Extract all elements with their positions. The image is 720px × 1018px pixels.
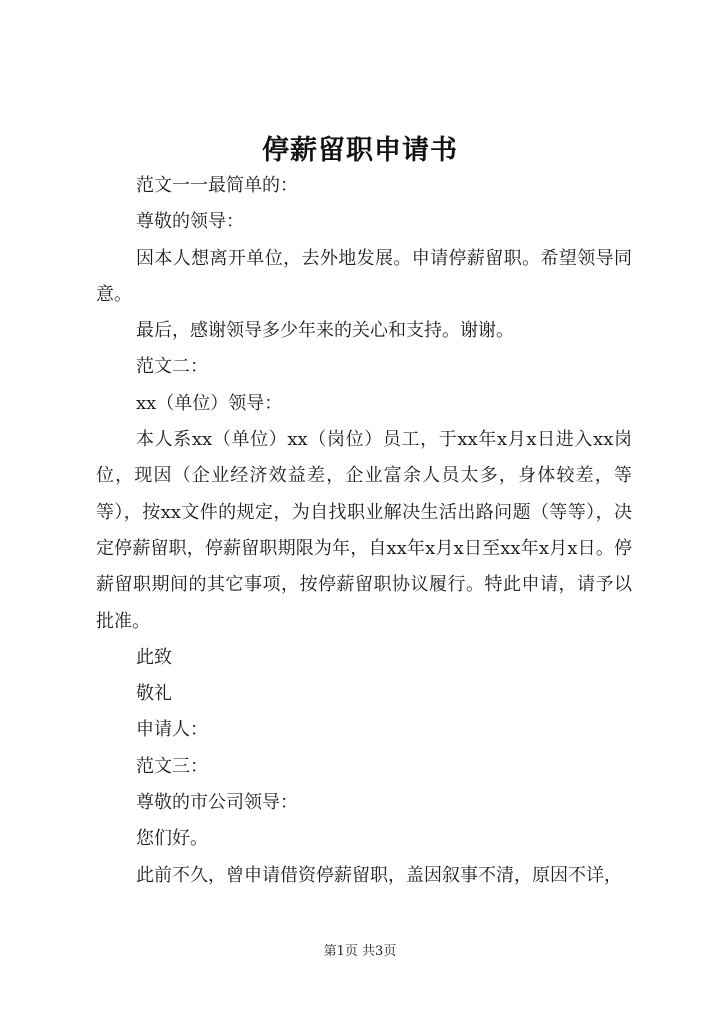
- paragraph-closing-ci-zhi: 此致: [136, 646, 172, 668]
- paragraph-salutation-three: 尊敬的市公司领导：: [136, 792, 298, 814]
- paragraph-sample-one-heading: 范文一一最简单的：: [136, 175, 298, 196]
- paragraph-salutation-two: xx（单位）领导：: [136, 392, 283, 414]
- document-title: 停薪留职申请书: [262, 135, 458, 166]
- paragraph-closing-jing-li: 敬礼: [136, 683, 172, 705]
- paragraph-request-three: 此前不久，曾申请借资停薪留职，盖因叙事不清，原因不详，: [136, 864, 622, 886]
- paragraph-request-two: 本人系xx（单位）xx（岗位）员工，于xx年x月x日进入xx岗位，现因（企业经济效益差，企业富余人员太多，身体较差，等等），按xx文件的规定，为自找职业解决生活出路问题（等等），决定停薪留职，停薪留职期限为年，自xx年x月x日至xx年x月x日。停薪留职期间的其它事项，按停薪留职协议履行。特此申请，请予以批准。: [96, 429, 632, 632]
- paragraph-salutation-one: 尊敬的领导：: [136, 211, 244, 233]
- paragraph-sample-three-heading: 范文三：: [136, 755, 208, 777]
- document-body: [96, 168, 632, 894]
- paragraph-thanks: 最后，感谢领导多少年来的关心和支持。谢谢。: [136, 320, 514, 342]
- paragraph-greeting: 您们好。: [136, 828, 208, 850]
- page-footer: 第1页 共3页: [323, 944, 397, 959]
- paragraph-request-one: 因本人想离开单位，去外地发展。申请停薪留职。希望领导同意。: [96, 247, 632, 305]
- paragraph-applicant: 申请人：: [136, 719, 208, 741]
- paragraph-sample-two-heading: 范文二：: [136, 356, 208, 378]
